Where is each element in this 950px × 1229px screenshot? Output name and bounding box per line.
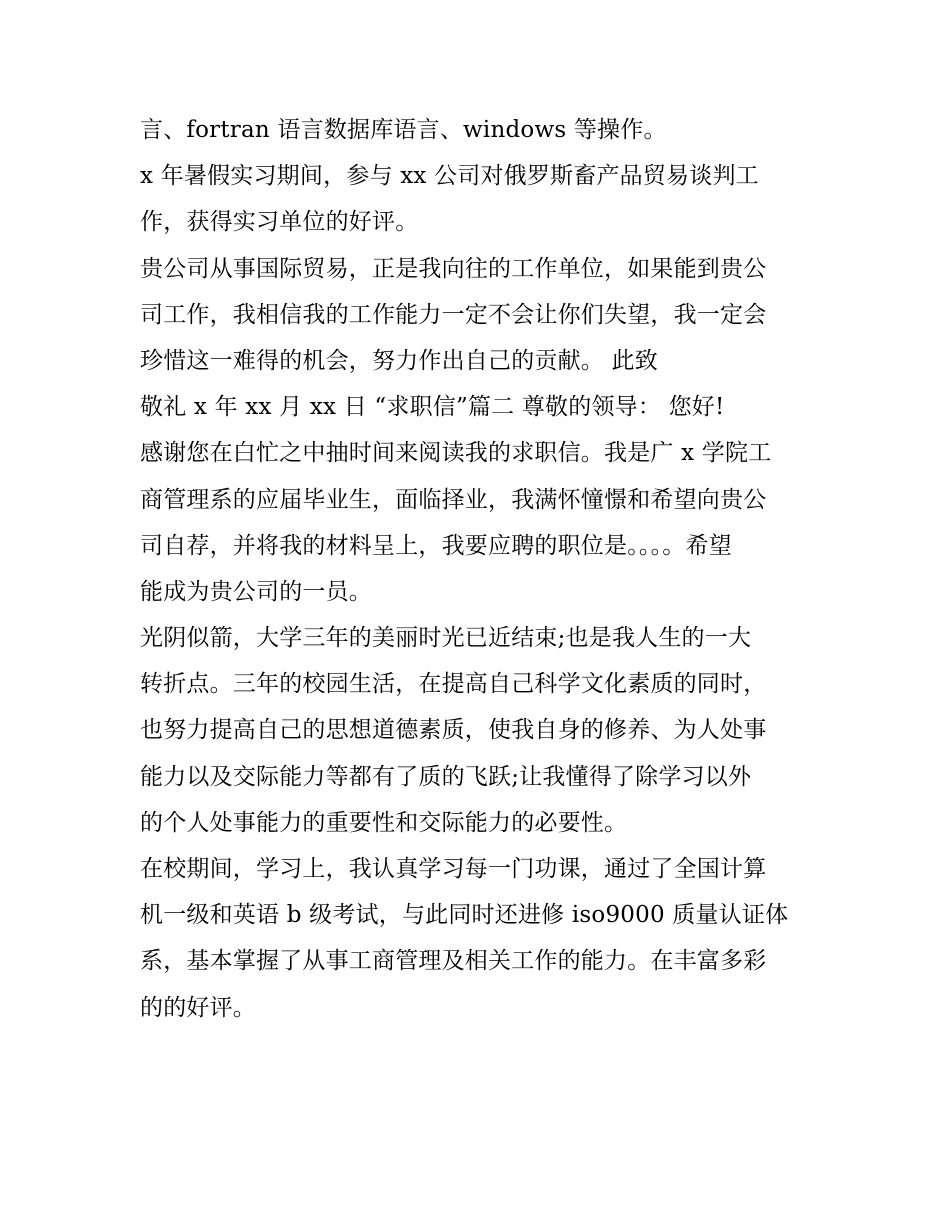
text-line: 感谢您在白忙之中抽时间来阅读我的求职信。我是广 x 学院工 [140,440,772,467]
text-line: 转折点。三年的校园生活，在提高自己科学文化素质的同时， [140,671,767,698]
text-line: 司自荐，并将我的材料呈上，我要应聘的职位是。。。。希望 [140,532,732,559]
text-line: 光阴似箭，大学三年的美丽时光已近结束;也是我人生的一大 [140,625,752,652]
text-line: 能成为贵公司的一员。 [140,578,372,605]
text-line: 系，基本掌握了从事工商管理及相关工作的能力。在丰富多彩 [140,948,767,975]
text-line: 贵公司从事国际贸易，正是我向往的工作单位，如果能到贵公 [140,255,767,282]
text-line: 作，获得实习单位的好评。 [140,209,419,236]
text-line: 的个人处事能力的重要性和交际能力的必要性。 [140,809,628,836]
text-line: 言、fortran 语言数据库语言、windows 等操作。 [140,117,667,143]
text-line: 也努力提高自己的思想道德素质，使我自身的修养、为人处事 [140,717,767,744]
text-line: x 年暑假实习期间，参与 xx 公司对俄罗斯畜产品贸易谈判工 [140,163,759,190]
text-line: 珍惜这一难得的机会，努力作出自己的贡献。 此致 [140,347,658,374]
text-line: 在校期间，学习上，我认真学习每一门功课，通过了全国计算 [140,856,767,882]
text-line: 机一级和英语 b 级考试，与此同时还进修 iso9000 质量认证体 [140,902,789,929]
document-body [140,107,820,1031]
text-line: 敬礼 x 年 xx 月 xx 日 “求职信”篇二 尊敬的领导： 您好! [140,394,725,421]
text-line: 商管理系的应届毕业生，面临择业，我满怀憧憬和希望向贵公 [140,486,767,513]
text-line: 司工作，我相信我的工作能力一定不会让你们失望，我一定会 [140,301,767,328]
text-line: 能力以及交际能力等都有了质的飞跃;让我懂得了除学习以外 [140,763,752,790]
text-line: 的的好评。 [140,994,256,1021]
